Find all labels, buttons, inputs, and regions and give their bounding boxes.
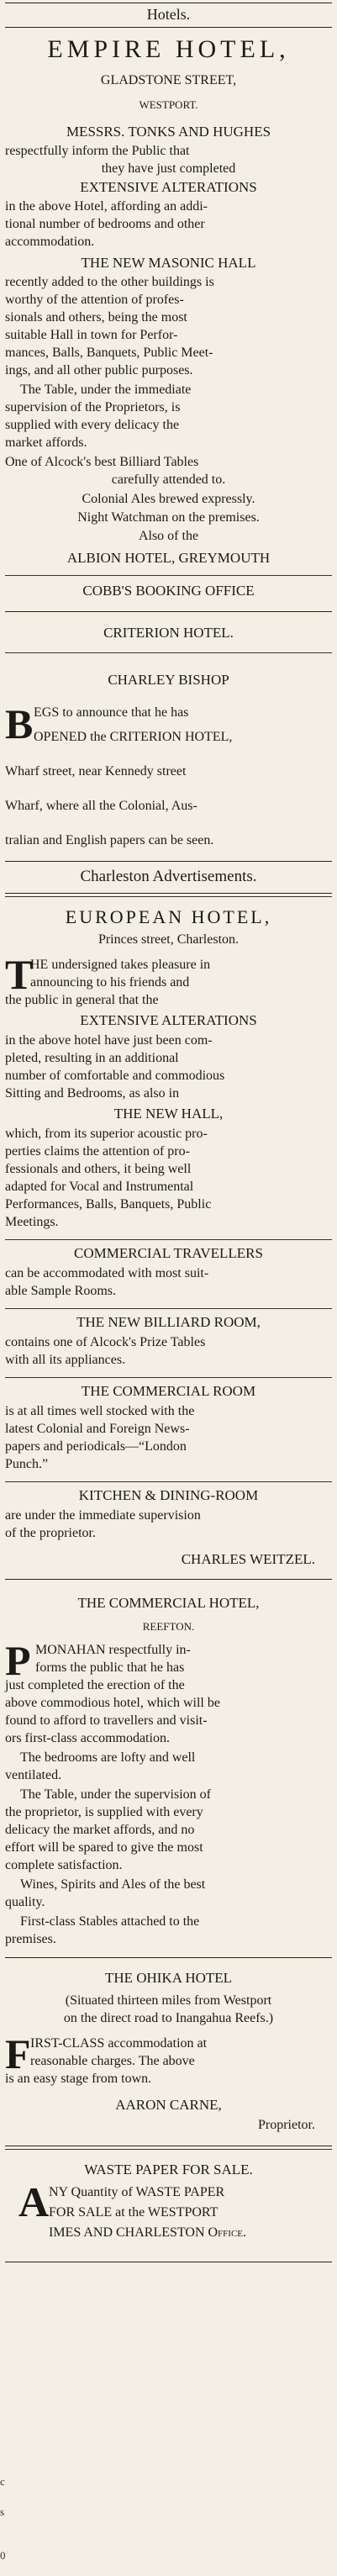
european-name: EUROPEAN HOTEL,	[65, 906, 272, 927]
commercial-intro-line: found to afford to travellers and visit-	[5, 1713, 208, 1728]
margin-mark: 0	[0, 2549, 6, 2562]
european-hall-line: adapted for Vocal and Instrumental	[5, 1180, 194, 1194]
criterion-body-line: tralian and English papers can be seen.	[5, 833, 214, 847]
criterion-drop-cap: B	[5, 700, 34, 747]
empire-street: GLADSTONE STREET,	[100, 73, 237, 87]
empire-town: WESTPORT.	[139, 98, 198, 111]
european-alterations-line: number of comfortable and commodious	[5, 1069, 225, 1083]
commercial-stables-line: First-class Stables attached to the	[20, 1914, 200, 1929]
european-commercial-room-line: is at all times well stocked with the	[5, 1404, 195, 1418]
column-heading: Hotels.	[146, 6, 191, 23]
commercial-drop-cap: P	[5, 1637, 31, 1684]
european-address: Princes street, Charleston.	[97, 932, 240, 947]
commercial-table-line: delicacy the market affords, and no	[5, 1823, 195, 1837]
criterion-body-line: Wharf, where all the Colonial, Aus-	[5, 799, 197, 813]
waste-paper-line: NY Quantity of WASTE PAPER	[49, 2185, 225, 2199]
commercial-table-line: effort will be spared to give the most	[5, 1840, 203, 1855]
european-alterations-line: in the above hotel have just been com-	[5, 1033, 213, 1048]
european-travellers-heading: COMMERCIAL TRAVELLERS	[74, 1245, 263, 1261]
european-intro-line: the public in general that the	[5, 993, 159, 1007]
ohika-body-line: reasonable charges. The above	[30, 2054, 195, 2068]
european-commercial-room-line: latest Colonial and Foreign News-	[5, 1422, 190, 1436]
waste-paper-line: FOR SALE at the WESTPORT	[49, 2205, 219, 2220]
commercial-wines-line: Wines, Spirits and Ales of the best	[20, 1877, 206, 1892]
empire-albion: ALBION HOTEL, GREYMOUTH	[66, 550, 271, 566]
european-hall-line: perties claims the attention of pro-	[5, 1144, 190, 1159]
empire-intro-line: respectfully inform the Public that	[5, 144, 190, 158]
empire-hall-line: suitable Hall in town for Perfor-	[5, 328, 178, 342]
european-rule	[5, 1481, 332, 1482]
european-hall-line: which, from its superior acoustic pro-	[5, 1127, 208, 1141]
european-rule	[5, 1308, 332, 1309]
empire-hall-line: worthy of the attention of profes-	[5, 293, 184, 307]
ohika-body-line: IRST-CLASS accommodation at	[30, 2036, 208, 2051]
charleston-heading: Charleston Advertisements.	[80, 868, 257, 885]
empire-alterations-line: in the above Hotel, affording an addi-	[5, 199, 208, 214]
european-hall-line: Performances, Balls, Banquets, Public	[5, 1197, 212, 1211]
empire-alterations-heading: EXTENSIVE ALTERATIONS	[80, 179, 257, 195]
empire-alterations-line: tional number of bedrooms and other	[5, 217, 205, 231]
section-rule	[5, 1579, 332, 1580]
european-alterations-heading: EXTENSIVE ALTERATIONS	[80, 1012, 257, 1028]
european-kitchen-heading: KITCHEN & DINING-ROOM	[78, 1487, 259, 1503]
commercial-intro-line: above commodious hotel, which will be	[5, 1696, 220, 1710]
commercial-hotel-name: THE COMMERCIAL HOTEL,	[77, 1595, 260, 1611]
european-kitchen-line: of the proprietor.	[5, 1526, 96, 1540]
european-billiard-line: with all its appliances.	[5, 1353, 126, 1367]
european-billiard-line: contains one of Alcock's Prize Tables	[5, 1335, 206, 1349]
commercial-stables-line: premises.	[5, 1932, 56, 1946]
section-rule	[5, 861, 332, 862]
commercial-bedrooms-line: The bedrooms are lofty and well	[20, 1750, 196, 1765]
commercial-intro-line: forms the public that he has	[35, 1660, 185, 1675]
european-rule	[5, 1239, 332, 1240]
european-commercial-room-line: papers and periodicals—“London	[5, 1439, 187, 1454]
empire-also: Also of the	[138, 529, 199, 543]
empire-hall-line: sionals and others, being the most	[5, 310, 187, 325]
ohika-proprietor-title: Proprietor.	[258, 2118, 315, 2132]
empire-table-line: supervision of the Proprietors, is	[5, 400, 181, 414]
commercial-table-line: complete satisfaction.	[5, 1858, 123, 1872]
section-rule	[5, 896, 332, 897]
section-rule	[5, 611, 332, 612]
criterion-proprietor: CHARLEY BISHOP	[108, 672, 229, 688]
european-billiard-heading: THE NEW BILLIARD ROOM,	[76, 1314, 261, 1330]
european-drop-cap: T	[5, 951, 34, 998]
european-commercial-room-line: Punch.”	[5, 1457, 49, 1471]
european-travellers-line: can be accommodated with most suit-	[5, 1266, 209, 1280]
section-rule	[5, 2149, 332, 2150]
criterion-title: CRITERION HOTEL.	[103, 625, 234, 641]
empire-hall-line: mances, Balls, Banquets, Public Meet-	[5, 346, 213, 360]
empire-intro-line: they have just completed	[101, 161, 236, 176]
commercial-wines-line: quality.	[5, 1895, 45, 1909]
european-hall-line: fessionals and others, it being well	[5, 1162, 192, 1176]
european-alterations-line: Sitting and Bedrooms, as also in	[5, 1086, 180, 1101]
commercial-table-line: The Table, under the supervision of	[20, 1787, 211, 1802]
european-commercial-room-heading: THE COMMERCIAL ROOM	[81, 1383, 256, 1399]
ohika-proprietor: AARON CARNE,	[115, 2097, 222, 2113]
empire-table-line: The Table, under the immediate	[20, 383, 192, 397]
commercial-intro-line: ors first-class accommodation.	[5, 1731, 170, 1745]
empire-alterations-line: accommodation.	[5, 235, 95, 249]
waste-paper-drop-cap: A	[18, 2178, 50, 2225]
european-intro-line: announcing to his friends and	[30, 975, 190, 990]
waste-paper-line: IMES AND CHARLESTON Office.	[49, 2225, 247, 2240]
empire-ales: Colonial Ales brewed expressly.	[82, 492, 255, 506]
empire-watchman: Night Watchman on the premises.	[77, 510, 260, 525]
ohika-body-line: is an easy stage from town.	[5, 2072, 152, 2086]
european-hall-heading: THE NEW HALL,	[113, 1106, 224, 1122]
commercial-intro-line: MONAHAN respectfully in-	[35, 1643, 191, 1657]
heading-rule	[5, 27, 332, 28]
empire-cobbs: COBB'S BOOKING OFFICE	[82, 583, 255, 599]
empire-hotel-name: EMPIRE HOTEL,	[47, 35, 290, 63]
european-alterations-line: pleted, resulting in an additional	[5, 1051, 179, 1065]
empire-hall-heading: THE NEW MASONIC HALL	[81, 255, 256, 271]
empire-proprietors: MESSRS. TONKS AND HUGHES	[66, 124, 271, 140]
european-intro-line: HE undersigned takes pleasure in	[30, 958, 211, 972]
european-kitchen-line: are under the immediate supervision	[5, 1508, 201, 1523]
section-rule	[5, 1957, 332, 1958]
empire-table-line: supplied with every delicacy the	[5, 418, 180, 432]
ohika-name: THE OHIKA HOTEL	[104, 1970, 233, 1986]
commercial-intro-line: just completed the erection of the	[5, 1678, 185, 1692]
criterion-rule	[5, 652, 332, 653]
commercial-hotel-town: REEFTON.	[142, 1620, 195, 1633]
empire-billiards-line: One of Alcock's best Billiard Tables	[5, 455, 199, 469]
criterion-body-line: Wharf street, near Kennedy street	[5, 764, 187, 779]
criterion-body-line: EGS to announce that he has	[34, 705, 189, 720]
european-rule	[5, 1377, 332, 1378]
margin-mark: c	[0, 2475, 5, 2488]
european-travellers-line: able Sample Rooms.	[5, 1284, 116, 1298]
empire-hall-line: ings, and all other public purposes.	[5, 363, 193, 377]
ohika-location-line: (Situated thirteen miles from Westport	[65, 1993, 272, 2008]
european-signature: CHARLES WEITZEL.	[181, 1551, 315, 1567]
ohika-location-line: on the direct road to Inangahua Reefs.)	[63, 2011, 274, 2025]
commercial-table-line: the proprietor, is supplied with every	[5, 1805, 203, 1819]
empire-table-line: market affords.	[5, 435, 87, 450]
empire-billiards-line: carefully attended to.	[111, 472, 226, 487]
empire-hall-line: recently added to the other buildings is	[5, 275, 214, 289]
margin-mark: s	[0, 2505, 5, 2518]
empire-rule	[5, 575, 332, 576]
ohika-drop-cap: F	[5, 2030, 31, 2077]
waste-paper-heading: WASTE PAPER FOR SALE.	[84, 2162, 253, 2177]
european-hall-line: Meetings.	[5, 1215, 59, 1229]
section-rule	[5, 893, 332, 894]
criterion-body-line: OPENED the CRITERION HOTEL,	[34, 730, 233, 744]
commercial-bedrooms-line: ventilated.	[5, 1768, 62, 1782]
